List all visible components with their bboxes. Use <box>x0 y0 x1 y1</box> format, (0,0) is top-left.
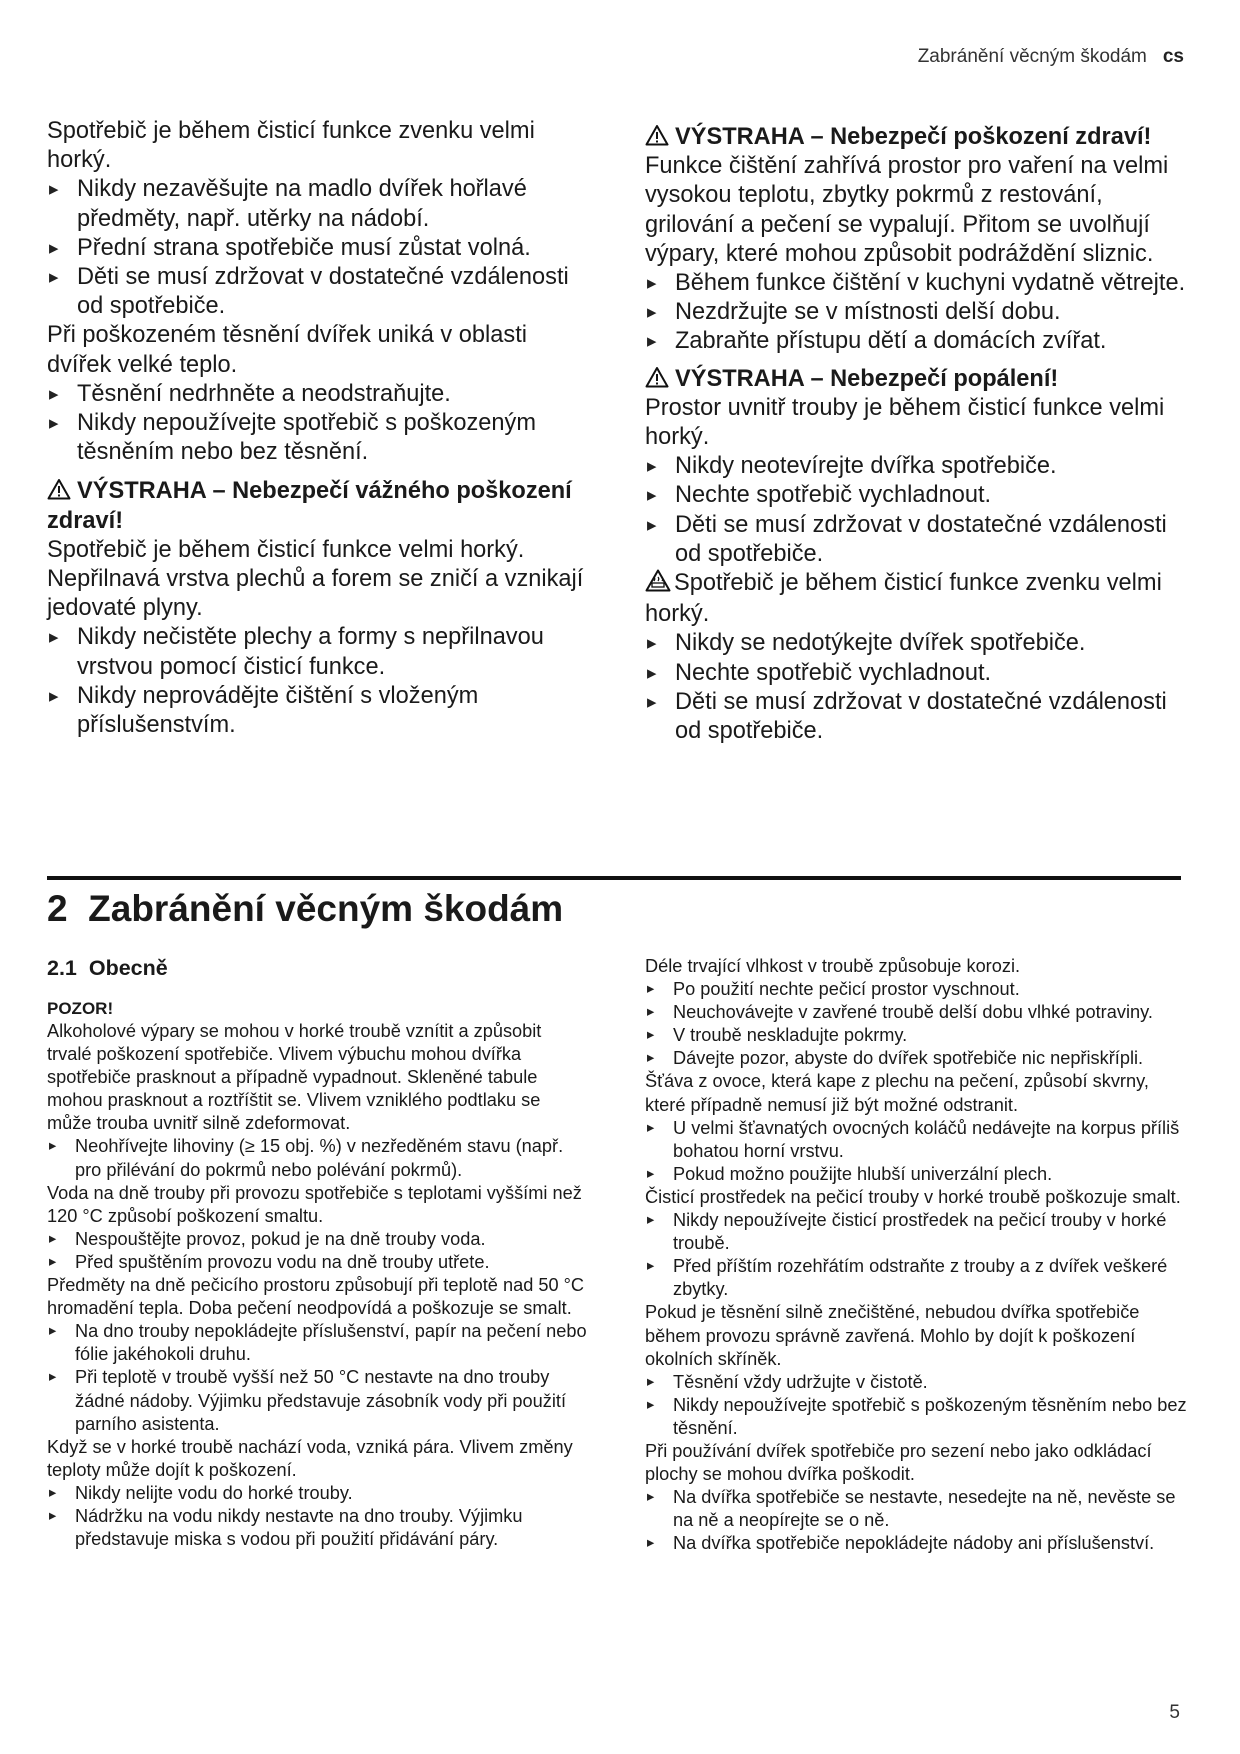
paragraph-text: Spotřebič je během čisticí funkce zvenku velmi horký. <box>645 570 1162 628</box>
top-left-column <box>47 117 587 740</box>
list-item: ▸ Nikdy nelijte vodu do horké trouby. <box>47 1482 587 1505</box>
section-divider <box>47 876 1181 880</box>
running-header <box>918 46 1184 68</box>
subsection-title <box>47 956 168 981</box>
list-item: ▸ Na dvířka spotřebiče se nestavte, nesedejte na ně, nevěste se na ně a neopírejte se o ně. <box>645 1486 1190 1532</box>
language-code: cs <box>1162 46 1184 67</box>
list-item: ▸ Nespouštějte provoz, pokud je na dně trouby voda. <box>47 1228 587 1251</box>
section-number: 2 <box>47 888 68 929</box>
paragraph: Když se v horké troubě nachází voda, vzniká pára. Vlivem změny teploty může dojít k poškození. <box>47 1436 573 1480</box>
list-item: ▸ Nezdržujte se v místnosti delší dobu. <box>645 298 1190 327</box>
warning-triangle-icon <box>47 478 71 500</box>
list-item: ▸ Před spuštěním provozu vodu na dně trouby utřete. <box>47 1251 587 1274</box>
list-item: ▸ Během funkce čištění v kuchyni vydatně větrejte. <box>645 269 1190 298</box>
paragraph: Prostor uvnitř trouby je během čisticí funkce velmi horký. <box>645 394 1165 451</box>
subsection-number: 2.1 <box>47 956 77 980</box>
list-item: ▸ V troubě neskladujte pokrmy. <box>645 1024 1190 1047</box>
paragraph: Při poškozeném těsnění dvířek uniká v oblasti dvířek velké teplo. <box>47 322 527 378</box>
list-item: ▸ Těsnění nedrhněte a neodstraňujte. <box>47 380 587 409</box>
list-item: ▸ Nikdy nečistěte plechy a formy s nepřilnavou vrstvou pomocí čisticí funkce. <box>47 623 587 681</box>
top-right-column <box>645 123 1190 746</box>
paragraph: Funkce čištění zahřívá prostor pro vaření na velmi vysokou teplotu, zbytky pokrmů z restování, grilování a pečení se vypalují. Přitom se uvolňují výpary, které mohou způsobit podráždění sliznic. <box>645 153 1169 267</box>
paragraph: Voda na dně trouby při provozu spotřebiče s teplotami vyššími než 120 °C způsobí poškození smaltu. <box>47 1182 582 1226</box>
caution-label: POZOR! <box>47 999 114 1018</box>
list-item: ▸ Nikdy se nedotýkejte dvířek spotřebiče. <box>645 629 1190 658</box>
hot-surface-icon <box>645 569 671 600</box>
list-item: ▸ Nikdy nepoužívejte spotřebič s poškozeným těsněním nebo bez těsnění. <box>645 1394 1190 1440</box>
warning-heading-text: VÝSTRAHA – Nebezpečí vážného poškození zdraví! <box>47 478 572 534</box>
running-header-title: Zabránění věcným škodám <box>917 46 1147 67</box>
warning-triangle-icon <box>645 366 669 388</box>
list-item: ▸ Děti se musí zdržovat v dostatečné vzdálenosti od spotřebiče. <box>645 688 1190 746</box>
bottom-right-column <box>645 955 1190 1555</box>
list-item: ▸ Nechte spotřebič vychladnout. <box>645 659 1190 688</box>
paragraph: Při používání dvířek spotřebiče pro sezení nebo jako odkládací plochy se mohou dvířka poškodit. <box>645 1440 1152 1485</box>
paragraph: Pokud je těsnění silně znečištěné, nebudou dvířka spotřebiče během provozu správně zavřená. Mohlo by dojít k poškození okolních skříněk. <box>645 1302 1140 1369</box>
paragraph: Spotřebič je během čisticí funkce zvenku velmi horký. <box>47 118 535 174</box>
warning-heading <box>47 477 587 535</box>
bottom-left-column <box>47 998 587 1551</box>
list-item: ▸ Neohřívejte lihoviny (≥ 15 obj. %) v nezředěném stavu (např. pro přilévání do pokrmů nebo polévání pokrmů). <box>47 1135 587 1181</box>
warning-triangle-icon <box>645 124 669 146</box>
list-item: ▸ Pokud možno použijte hlubší univerzální plech. <box>645 1163 1190 1186</box>
list-item: ▸ Při teplotě v troubě vyšší než 50 °C nestavte na dno trouby žádné nádoby. Výjimku představuje zásobník vody při použití parního asistenta. <box>47 1366 587 1435</box>
list-item: ▸ Nechte spotřebič vychladnout. <box>645 481 1190 510</box>
list-item: ▸ Nikdy nepoužívejte spotřebič s poškozeným těsněním nebo bez těsnění. <box>47 409 587 467</box>
list-item: ▸ Děti se musí zdržovat v dostatečné vzdálenosti od spotřebiče. <box>645 511 1190 569</box>
list-item: ▸ Zabraňte přístupu dětí a domácích zvířat. <box>645 327 1190 356</box>
paragraph <box>645 569 1190 629</box>
list-item: ▸ Přední strana spotřebiče musí zůstat volná. <box>47 234 587 263</box>
list-item: ▸ Po použití nechte pečicí prostor vyschnout. <box>645 978 1190 1001</box>
paragraph: Alkoholové výpary se mohou v horké troubě vznítit a způsobit trvalé poškození spotřebiče. Vlivem výbuchu mohou dvířka spotřebiče prasknout a případně vypadnout. Skleněné tabule mohou prasknout a roztříštit se. Vlivem vzniklého podtlaku se může trouba uvnitř silně zdeformovat. <box>47 1021 542 1134</box>
section-title <box>47 887 563 931</box>
subsection-title-text: Obecně <box>88 956 168 980</box>
warning-heading-text: VÝSTRAHA – Nebezpečí poškození zdraví! <box>675 124 1152 150</box>
list-item: ▸ U velmi šťavnatých ovocných koláčů nedávejte na korpus příliš bohatou horní vrstvu. <box>645 1117 1190 1163</box>
section-title-text: Zabránění věcným škodám <box>88 888 564 929</box>
list-item: ▸ Těsnění vždy udržujte v čistotě. <box>645 1371 1190 1394</box>
list-item: ▸ Před příštím rozehřátím odstraňte z trouby a z dvířek veškeré zbytky. <box>645 1255 1190 1301</box>
paragraph: Déle trvající vlhkost v troubě způsobuje korozi. <box>645 956 1021 976</box>
list-item: ▸ Dávejte pozor, abyste do dvířek spotřebiče nic nepřiskřípli. <box>645 1047 1190 1070</box>
list-item: ▸ Nikdy nepoužívejte čisticí prostředek na pečicí trouby v horké troubě. <box>645 1209 1190 1255</box>
list-item: ▸ Na dno trouby nepokládejte příslušenství, papír na pečení nebo fólie jakéhokoli druhu. <box>47 1320 587 1366</box>
list-item: ▸ Nikdy neprovádějte čištění s vloženým příslušenstvím. <box>47 682 587 740</box>
paragraph: Šťáva z ovoce, která kape z plechu na pečení, způsobí skvrny, které případně nemusí již být možné odstranit. <box>645 1071 1149 1115</box>
paragraph: Čisticí prostředek na pečicí trouby v horké troubě poškozuje smalt. <box>645 1186 1181 1207</box>
warning-heading <box>645 123 1190 152</box>
warning-heading-text: VÝSTRAHA – Nebezpečí popálení! <box>675 365 1059 392</box>
paragraph: Předměty na dně pečicího prostoru způsobují při teplotě nad 50 °C hromadění tepla. Doba pečení neodpovídá a poškozuje se smalt. <box>47 1275 585 1319</box>
list-item: ▸ Děti se musí zdržovat v dostatečné vzdálenosti od spotřebiče. <box>47 263 587 321</box>
warning-heading <box>645 365 1190 394</box>
page-number: 5 <box>1169 1702 1180 1723</box>
list-item: ▸ Nádržku na vodu nikdy nestavte na dno trouby. Výjimku představuje miska s vodou při použití přidávání páry. <box>47 1505 587 1551</box>
list-item: ▸ Nikdy neotevírejte dvířka spotřebiče. <box>645 452 1190 481</box>
list-item: ▸ Neuchovávejte v zavřené troubě delší dobu vlhké potraviny. <box>645 1001 1190 1024</box>
list-item: ▸ Nikdy nezavěšujte na madlo dvířek hořlavé předměty, např. utěrky na nádobí. <box>47 175 587 233</box>
paragraph: Spotřebič je během čisticí funkce velmi horký. Nepřilnavá vrstva plechů a forem se zničí a vznikají jedovaté plyny. <box>47 536 584 622</box>
list-item: ▸ Na dvířka spotřebiče nepokládejte nádoby ani příslušenství. <box>645 1532 1190 1555</box>
